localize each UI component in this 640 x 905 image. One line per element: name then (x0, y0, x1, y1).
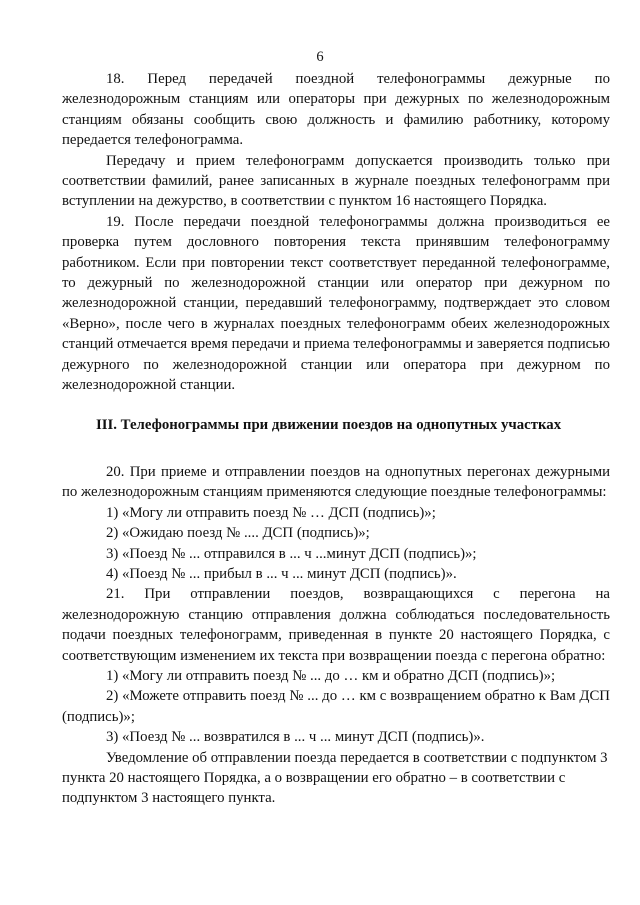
paragraph-18: 18. Перед передачей поездной телефонограммы дежурные по железнодорожным станциям или операторы при дежурных по железнодорожным станциям обязаны сообщить свою должность и фамилию работнику, которому передается телефонограмма. (62, 71, 610, 149)
paragraph-19: 19. После передачи поездной телефонограммы должна производиться ее проверка путем дословного повторения текста принявшим телефонограмму работником. Если при повторении текст соответствует переданной телефонограмме, то дежурный по железнодорожной станции или оператор при дежурном по железнодорожной станции, передавший телефонограмму, подтверждает это словом «Верно», после чего в журналах поездных телефонограмм обеих железнодорожных станций отмечается время передачи и приема телефонограммы и заверяется подписью дежурного по железнодорожной станции или оператора при дежурном по железнодорожной станции. (62, 213, 610, 394)
list-item: 2) «Ожидаю поезд № .... ДСП (подпись)»; (106, 525, 370, 542)
page-number: 6 (316, 49, 324, 65)
paragraph-18-continuation: Передачу и прием телефонограмм допускается производить только при соответствии фамилий, ранее записанных в журнале поездных телефонограмм при вступлении на дежурство, в соответствии с пунктом 16 настоящего Порядка. (62, 152, 610, 210)
list-item: 3) «Поезд № ... отправился в ... ч ...минут ДСП (подпись)»; (106, 545, 477, 562)
list-item: 2) «Можете отправить поезд № ... до … км с возвращением обратно к Вам ДСП (подпись)»; (62, 688, 610, 725)
paragraph-21-note: Уведомление об отправлении поезда передается в соответствии с подпунктом 3 пункта 20 настоящего Порядка, а о возвращении его обратно – в соответствии с подпунктом 3 настоящего пункта. (62, 749, 608, 807)
list-item: 1) «Могу ли отправить поезд № … ДСП (подпись)»; (106, 504, 436, 521)
list-item: 4) «Поезд № ... прибыл в ... ч ... минут ДСП (подпись)». (106, 565, 457, 582)
paragraph-21: 21. При отправлении поездов, возвращающихся с перегона на железнодорожную станцию отправления должна соблюдаться последовательность подачи поездных телефонограмм, приведенная в пункте 20 настоящего Порядка, с соответствующим изменением их текста при возвращении поезда с перегона обратно: (62, 586, 610, 664)
document-body (62, 69, 610, 809)
list-item: 1) «Могу ли отправить поезд № ... до … км и обратно ДСП (подпись)»; (106, 667, 556, 684)
section-heading: III. Телефонограммы при движении поездов на однопутных участках (96, 416, 562, 433)
paragraph-20: 20. При приеме и отправлении поездов на однопутных перегонах дежурными по железнодорожным станциям применяются следующие поездные телефонограммы: (62, 463, 610, 501)
list-item: 3) «Поезд № ... возвратился в ... ч ... минут ДСП (подпись)». (106, 729, 485, 746)
